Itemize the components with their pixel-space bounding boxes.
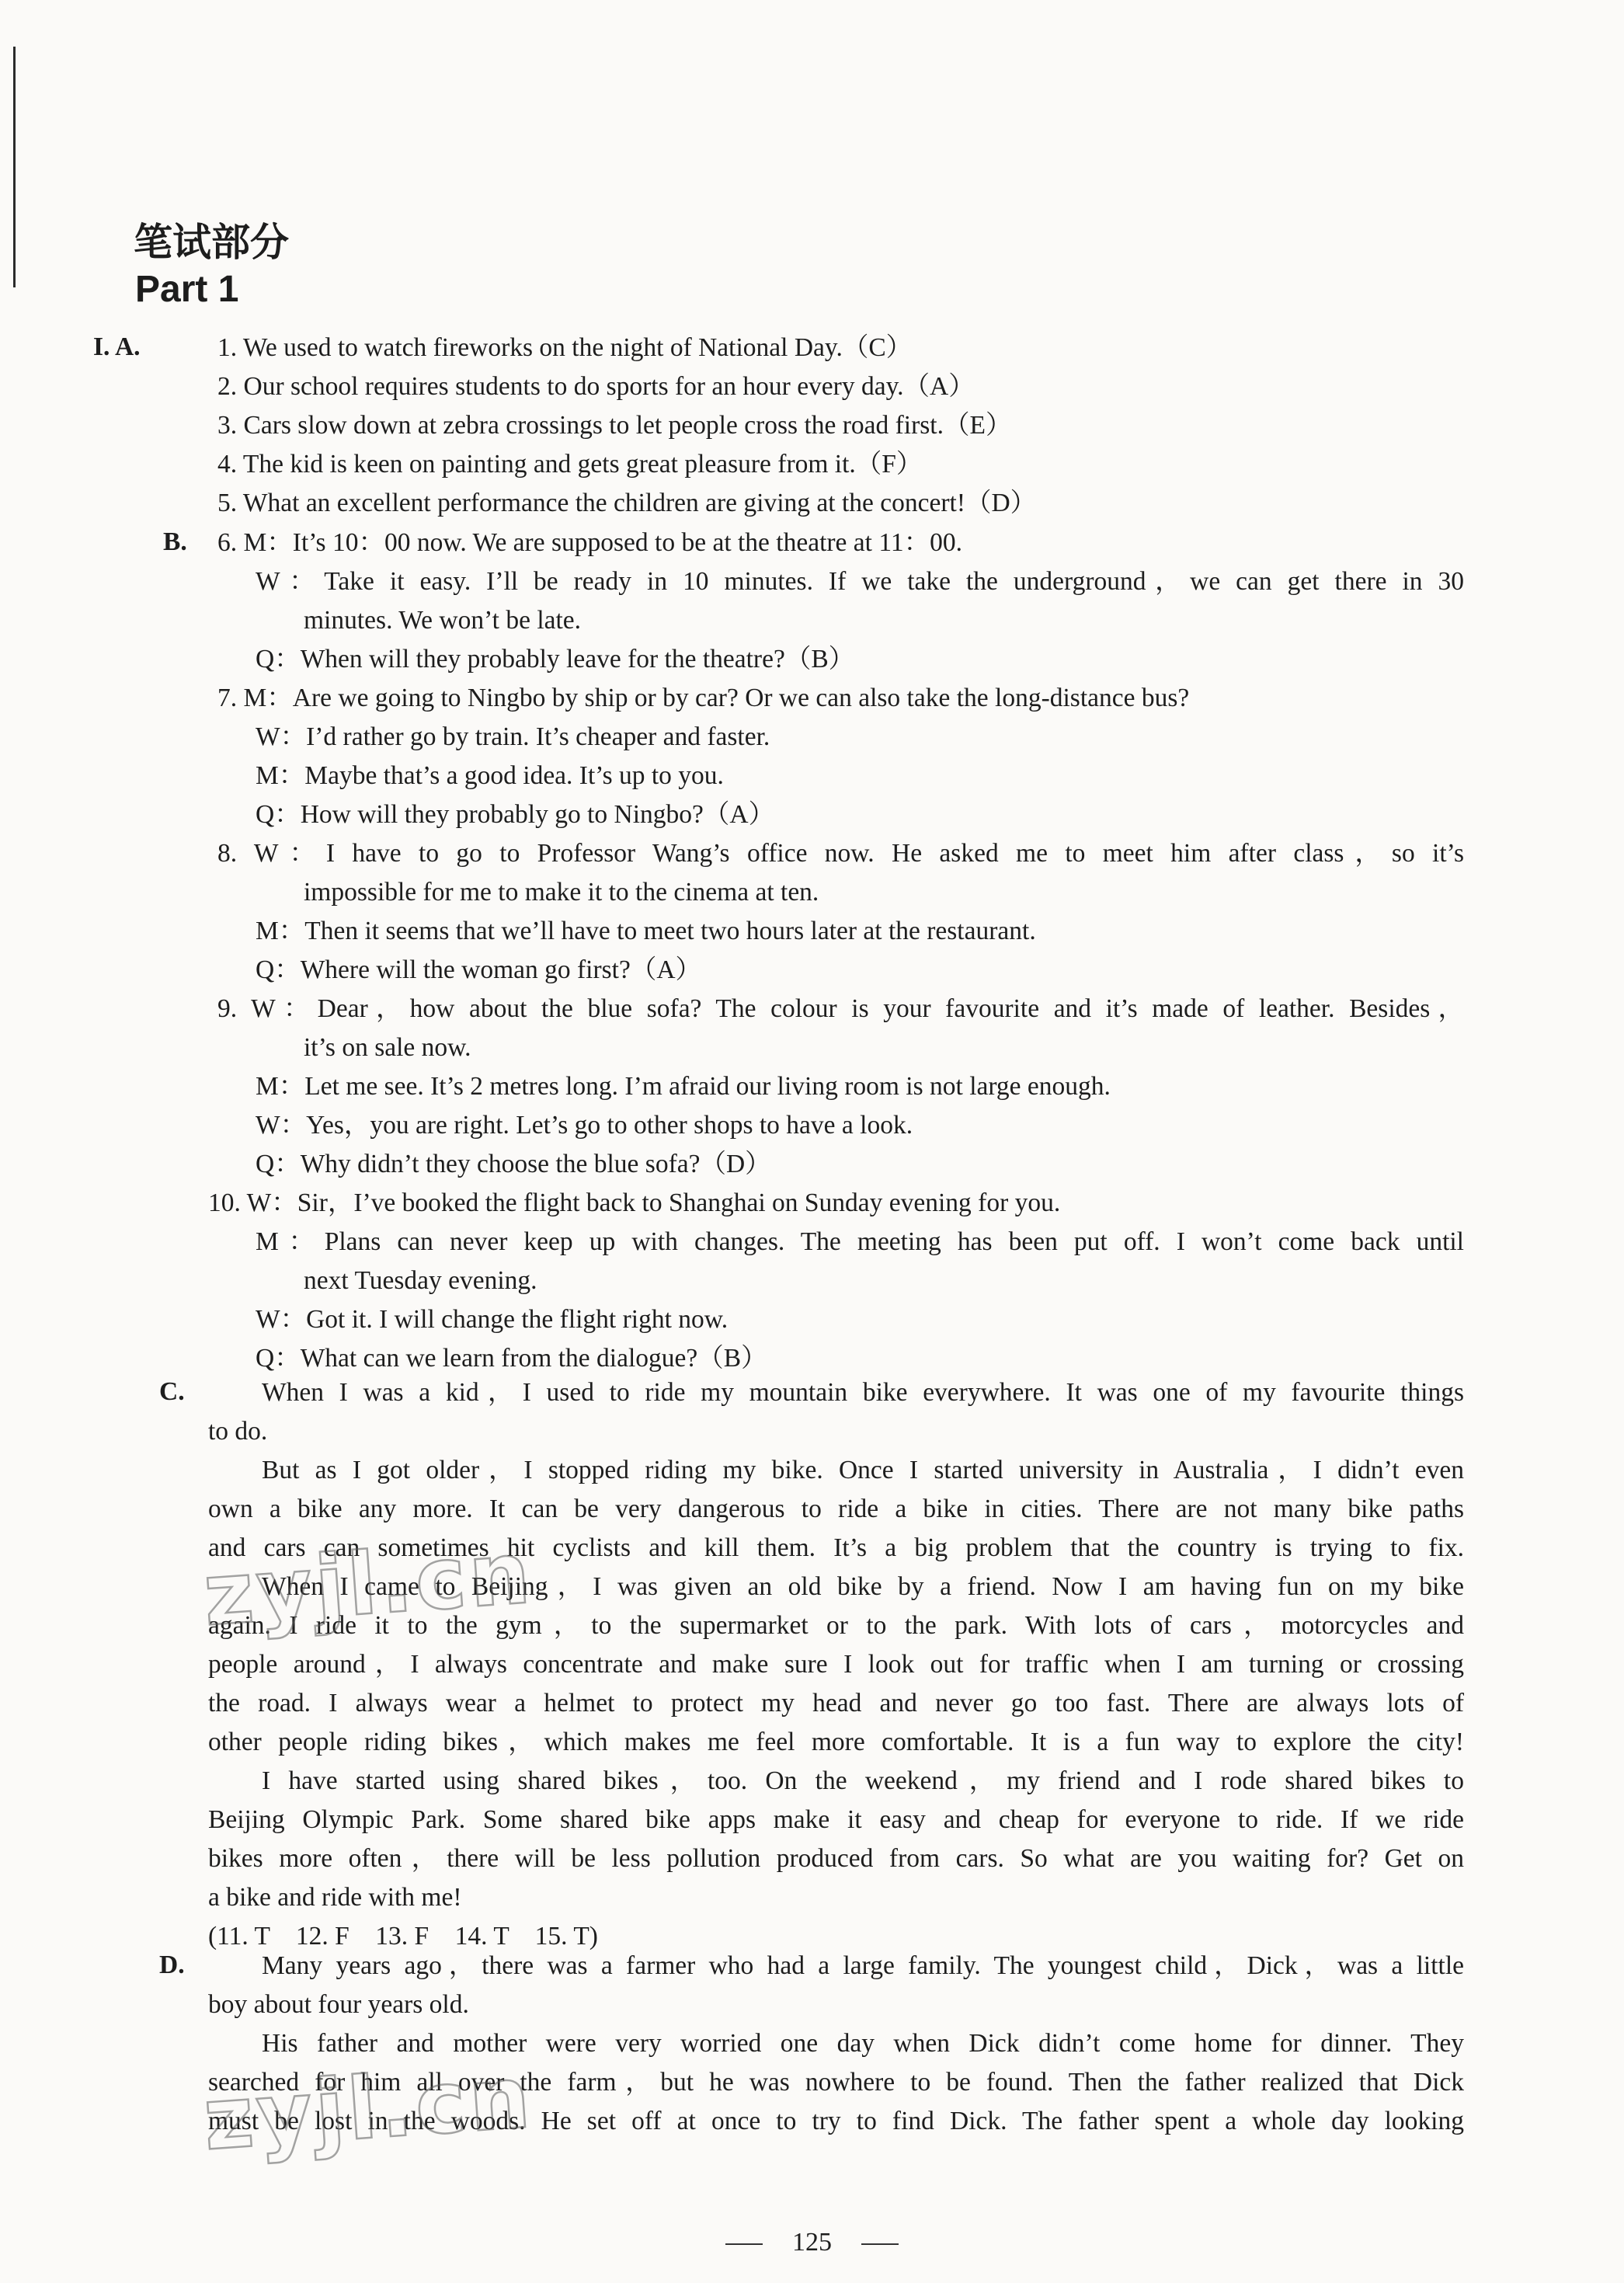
part-heading: Part 1 <box>135 269 239 310</box>
passage-line: a bike and ride with me! <box>208 1883 462 1912</box>
dialogue-line: W：I’d rather go by train. It’s cheaper and faster. <box>256 722 770 751</box>
list-item: 5. What an excellent performance the children are giving at the concert!（D） <box>217 489 1037 517</box>
dialogue-line: next Tuesday evening. <box>304 1266 537 1295</box>
dialogue-line: impossible for me to make it to the cinema at ten. <box>304 878 819 907</box>
page-number-dash-right <box>861 2243 899 2245</box>
dialogue-line: it’s on sale now. <box>304 1033 471 1062</box>
dialogue-line: Q：What can we learn from the dialogue?（B） <box>256 1344 767 1373</box>
dialogue-line: M：Maybe that’s a good idea. It’s up to you. <box>256 761 724 790</box>
list-item: 3. Cars slow down at zebra crossings to let people cross the road first.（E） <box>217 411 1012 440</box>
list-item: 4. The kid is keen on painting and gets great pleasure from it.（F） <box>217 450 923 479</box>
page-number <box>0 2228 1624 2257</box>
dialogue-line: minutes. We won’t be late. <box>304 606 582 635</box>
dialogue-line: M：Let me see. It’s 2 metres long. I’m afraid our living room is not large enough. <box>256 1072 1111 1101</box>
watermark-logo: zyjl.cn <box>200 1523 537 1645</box>
dialogue-line: 10. W：Sir，I’ve booked the flight back to Shanghai on Sunday evening for you. <box>208 1188 1061 1217</box>
passage-line: I have started using shared bikes，too. On the weekend，my friend and I rode shared bikes to <box>262 1766 1464 1795</box>
dialogue-line: Q：Where will the woman go first?（A） <box>256 955 702 984</box>
passage-line: must be lost in the woods. He set off at once to try to find Dick. The father spent a whole day looking <box>208 2107 1464 2135</box>
passage-line: bikes more often，there will be less pollution produced from cars. So what are you waiting for? Get on <box>208 1844 1464 1873</box>
passage-line: the road. I always wear a helmet to protect my head and never go too fast. There are always lots of <box>208 1689 1464 1717</box>
dialogue-line: W：Got it. I will change the flight right now. <box>256 1305 729 1334</box>
watermark-logo: zyjl.cn <box>200 2047 537 2170</box>
passage-line: searched for him all over the farm，but he was nowhere to be found. Then the father realized that Dick <box>208 2068 1464 2097</box>
dialogue-line: W：Yes，you are right. Let’s go to other shops to have a look. <box>256 1111 913 1140</box>
label-section-b: B. <box>163 527 187 556</box>
passage-line: But as I got older，I stopped riding my bike. Once I started university in Australia，I didn’t even <box>262 1456 1464 1484</box>
page-number-dash-left <box>725 2243 763 2245</box>
dialogue-line: 9. W：Dear，how about the blue sofa? The colour is your favourite and it’s made of leather. Besides， <box>217 994 1464 1023</box>
passage-line: Beijing Olympic Park. Some shared bike apps make it easy and cheap for everyone to ride. If we ride <box>208 1805 1464 1834</box>
answer-key-line: (11. T 12. F 13. F 14. T 15. T) <box>208 1922 598 1951</box>
list-item: 2. Our school requires students to do sports for an hour every day.（A） <box>217 372 975 401</box>
section-heading-cn: 笔试部分 <box>134 220 289 265</box>
passage-line: When I came to Beijing，I was given an old bike by a friend. Now I am having fun on my bike <box>262 1572 1464 1601</box>
dialogue-line: M：Plans can never keep up with changes. The meeting has been put off. I won’t come back until <box>256 1227 1464 1256</box>
dialogue-line: M：Then it seems that we’ll have to meet two hours later at the restaurant. <box>256 917 1036 945</box>
dialogue-line: 8. W：I have to go to Professor Wang’s office now. He asked me to meet him after class，so it’s <box>217 839 1464 868</box>
passage-line: to do. <box>208 1417 268 1446</box>
passage-line: people around，I always concentrate and make sure I look out for traffic when I am turning or crossing <box>208 1650 1464 1679</box>
passage-line: When I was a kid，I used to ride my mountain bike everywhere. It was one of my favourite things <box>262 1378 1464 1407</box>
dialogue-line: Q：Why didn’t they choose the blue sofa?（D） <box>256 1150 771 1178</box>
passage-line: and cars can sometimes hit cyclists and kill them. It’s a big problem that the country is trying to fix. <box>208 1533 1464 1562</box>
dialogue-line: W：Take it easy. I’ll be ready in 10 minutes. If we take the underground，we can get there in 30 <box>256 567 1464 596</box>
passage-line: His father and mother were very worried one day when Dick didn’t come home for dinner. They <box>262 2029 1464 2058</box>
passage-line: Many years ago，there was a farmer who had a large family. The youngest child，Dick，was a little <box>262 1951 1464 1980</box>
passage-line: again. I ride it to the gym，to the supermarket or to the park. With lots of cars，motorcycles and <box>208 1611 1464 1640</box>
label-section-d: D. <box>159 1951 185 1979</box>
margin-rule <box>13 47 16 287</box>
dialogue-line: 6. M：It’s 10：00 now. We are supposed to be at the theatre at 11：00. <box>217 528 962 557</box>
dialogue-line: Q：When will they probably leave for the theatre?（B） <box>256 645 855 673</box>
passage-line: own a bike any more. It can be very dangerous to ride a bike in cities. There are not many bike paths <box>208 1495 1464 1523</box>
dialogue-line: Q：How will they probably go to Ningbo?（A） <box>256 800 775 829</box>
passage-line: other people riding bikes，which makes me feel more comfortable. It is a fun way to explore the city! <box>208 1728 1464 1756</box>
passage-line: boy about four years old. <box>208 1990 469 2019</box>
label-section-ia: I. A. <box>93 332 141 361</box>
label-section-c: C. <box>159 1377 185 1406</box>
page-number-value: 125 <box>792 2228 832 2257</box>
dialogue-line: 7. M：Are we going to Ningbo by ship or by car? Or we can also take the long-distance bus? <box>217 684 1190 712</box>
list-item: 1. We used to watch fireworks on the night of National Day.（C） <box>217 333 913 362</box>
